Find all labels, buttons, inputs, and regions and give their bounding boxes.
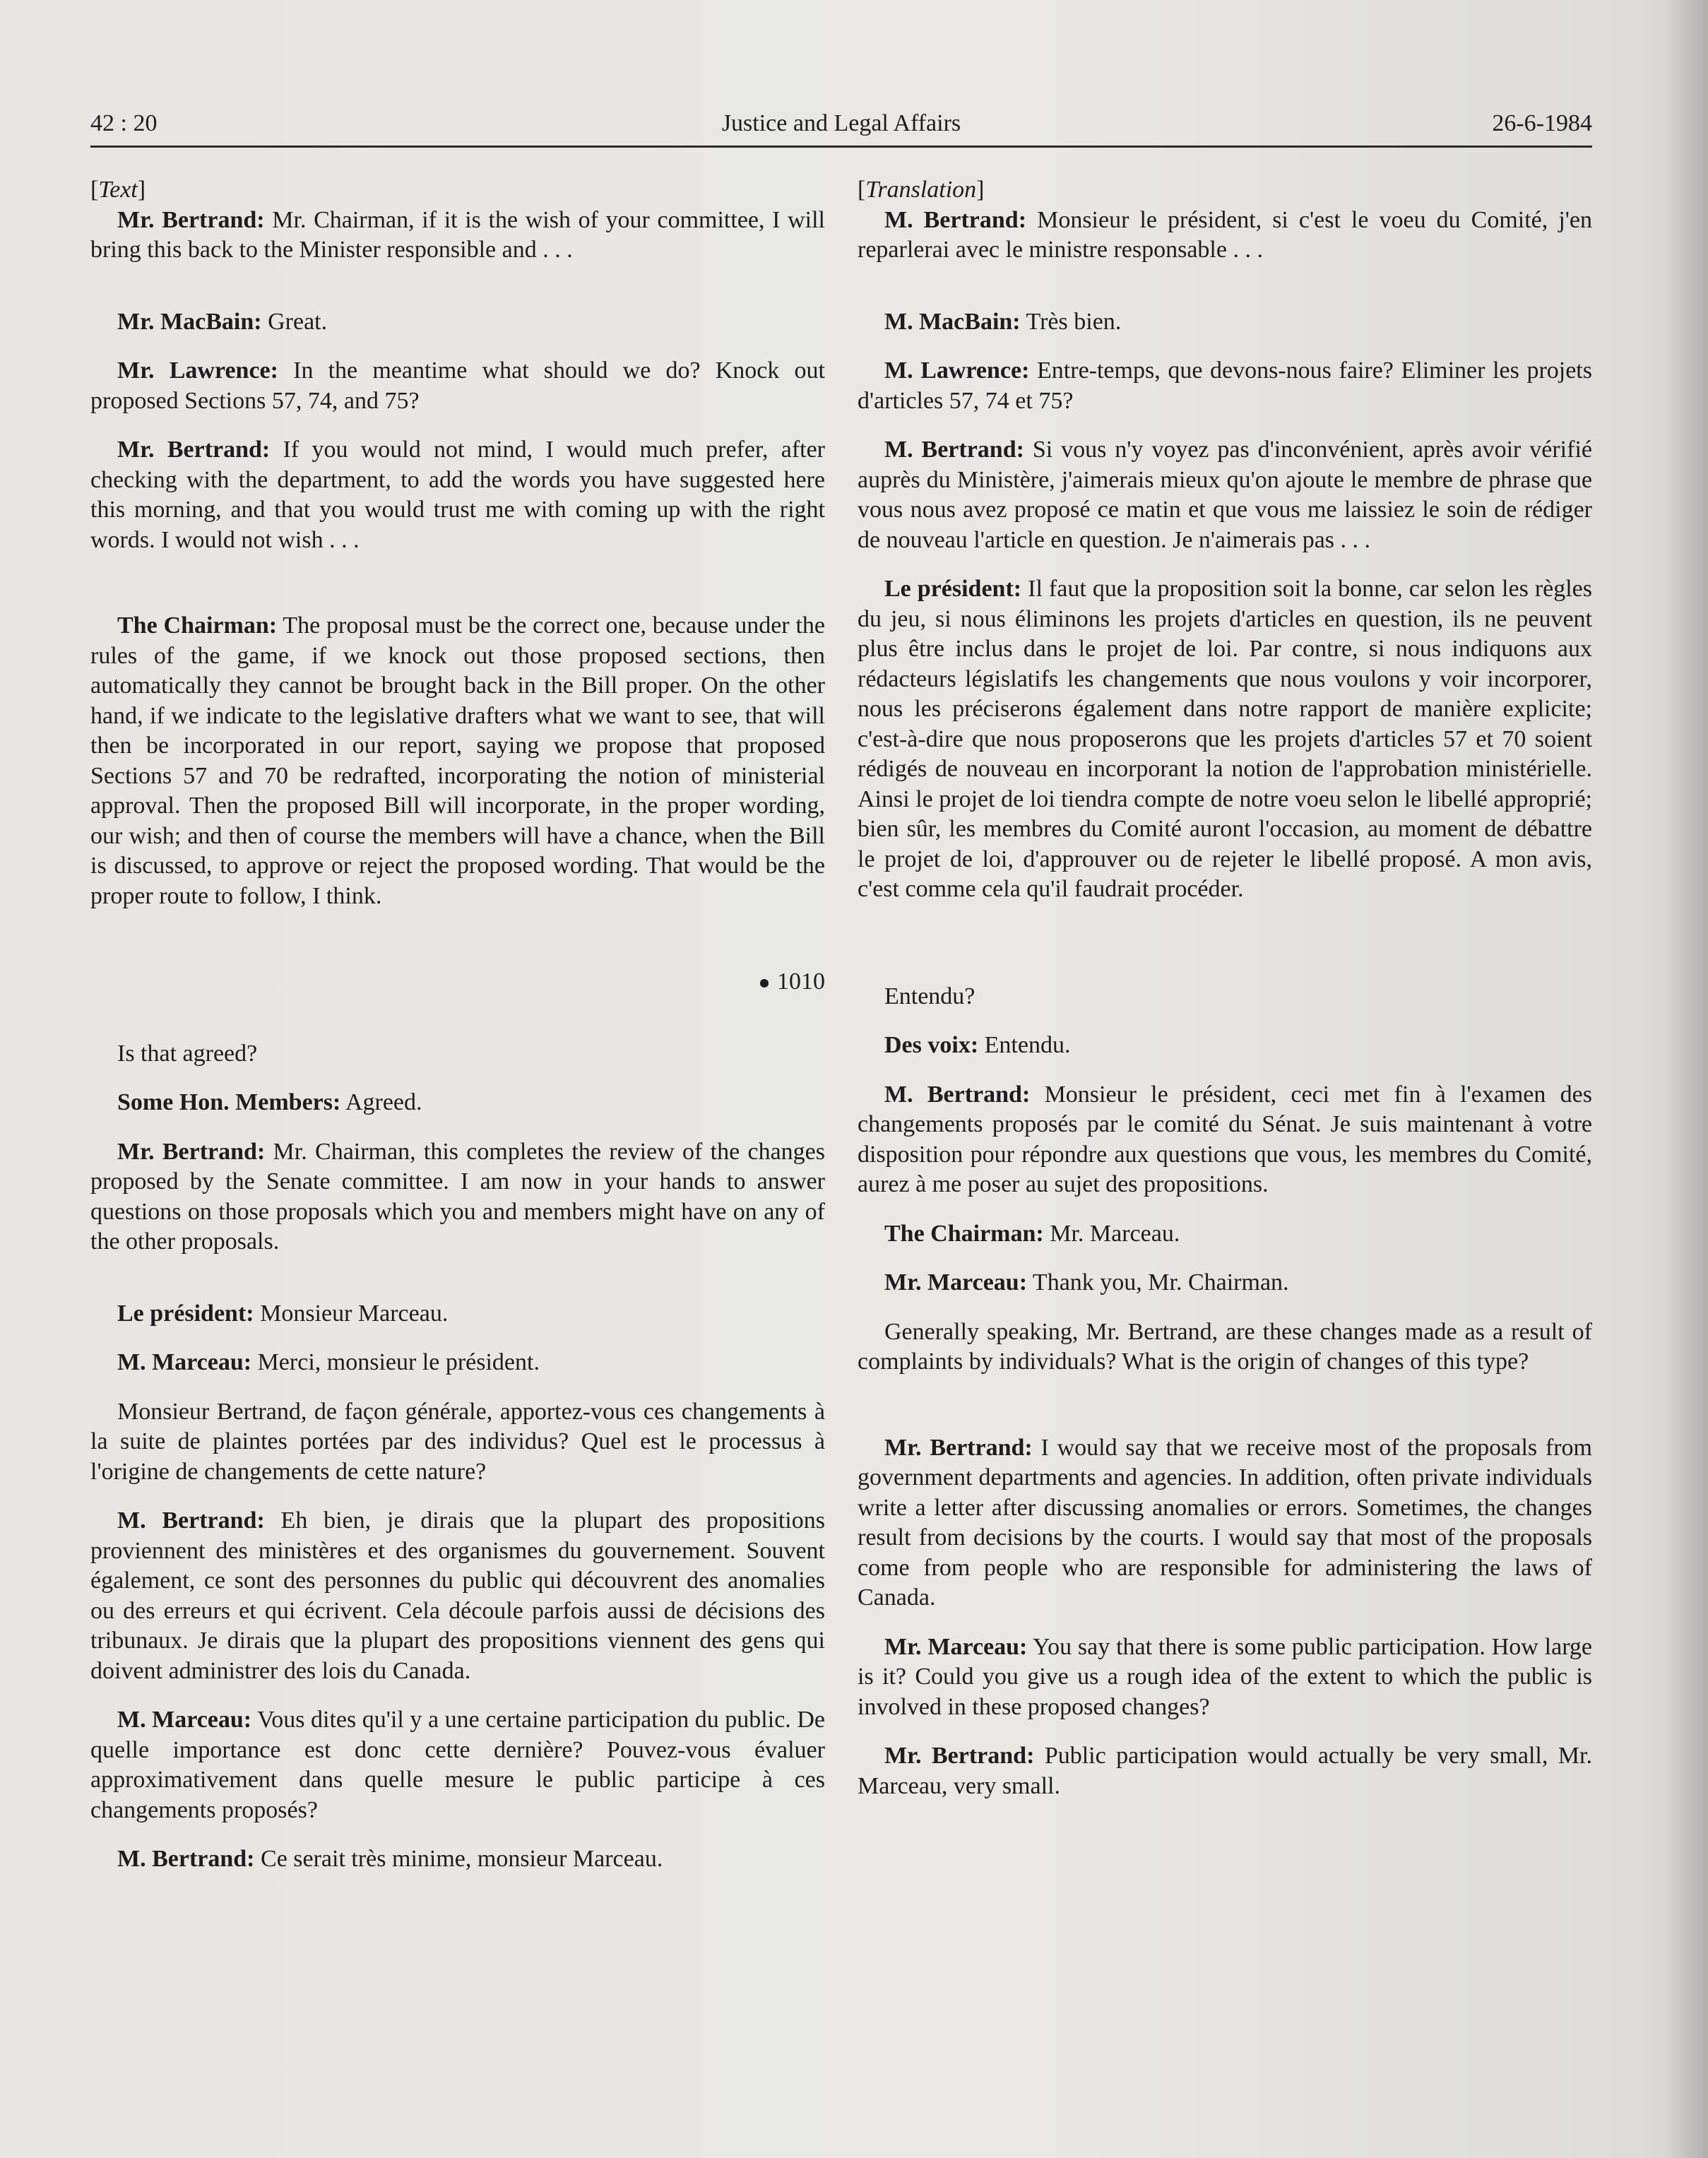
time-marker: 1010 [90,967,825,997]
paragraph: Des voix: Entendu. [884,1032,1071,1058]
paragraph: Generally speaking, Mr. Bertrand, are these changes made as a result of complaints by individuals? What is the origin of changes of this type? [858,1318,1592,1375]
paragraph: Is that agreed? [117,1040,258,1067]
paragraph: M. Lawrence: Entre-temps, que devons-nous faire? Eliminer les projets d'articles 57, 74 et 75? [858,357,1592,414]
header-rule [90,146,1592,148]
page-number: 42 : 20 [90,110,158,136]
paragraph: Mr. Bertrand: If you would not mind, I would much prefer, after checking with the department, to add the words you have suggested here this morning, and that you would trust me with coming up with the right words. I would not wish . . . [90,437,825,553]
journal-title: Justice and Legal Affairs [721,110,961,136]
issue-date: 26-6-1984 [1492,110,1592,136]
paragraph: M. Bertrand: Si vous n'y voyez pas d'inconvénient, après avoir vérifié auprès du Ministère, j'aimerais mieux qu'on ajoute le membre de phrase que vous nous avez proposé ce matin et que vous me laissiez le soin de rédiger de nouveau l'article en question. Je n'aimerais pas . . . [858,437,1592,553]
paragraph: Mr. Marceau: Thank you, Mr. Chairman. [884,1269,1289,1296]
paragraph: Monsieur Bertrand, de façon générale, apportez-vous ces changements à la suite de plaintes portées par des individus? Quel est le processus à l'origine de changements de cette nature? [90,1398,825,1485]
section-label-text: [Text] [90,177,146,203]
left-column [90,175,825,1894]
section-label-translation: [Translation] [858,177,985,203]
paragraph: Mr. Marceau: You say that there is some public participation. How large is it? Could you give us a rough idea of the extent to which the public is involved in these proposed changes? [858,1633,1592,1720]
page-header [90,106,1592,148]
paragraph: Le président: Il faut que la proposition soit la bonne, car selon les règles du jeu, si nous éliminons les projets d'articles en question, ils ne peuvent plus être inclus dans le projet de loi. Par contre, si nous indiquons aux rédacteurs législatifs les changements que nous voulons y voir incorporer, nous les préciserons également dans notre rapport de manière explicite; c'est-à-dire que nous proposerons que les projets d'articles 57 et 70 soient rédigés de nouveau en incorporant la notion de l'approbation ministérielle. Ainsi le projet de loi tiendra compte de notre voeu selon le libellé approprié; bien sûr, les membres du Comité auront l'occasion, au moment de débattre le projet de loi, d'approuver ou de rejeter le libellé proposé. A mon avis, c'est comme cela qu'il faudrait procéder. [858,576,1593,902]
paragraph: Mr. Lawrence: In the meantime what should we do? Knock out proposed Sections 57, 74, and 75? [90,357,825,414]
bullet-icon [760,979,769,988]
paragraph: M. Bertrand: Eh bien, je dirais que la plupart des propositions proviennent des ministères et des organismes du gouvernement. Souvent également, ce sont des personnes du public qui découvrent des anomalies ou des erreurs et qui écrivent. Cela découle parfois aussi de décisions des tribunaux. Je dirais que la plupart des propositions viennent des gens qui doivent administrer des lois du Canada. [90,1507,825,1684]
paragraph: M. Bertrand: Ce serait très minime, monsieur Marceau. [117,1846,663,1872]
paragraph: Mr. Bertrand: Mr. Chairman, this completes the review of the changes proposed by the Senate committee. I am now in your hands to answer questions on those proposals which you and members might have on any of the other proposals. [90,1138,825,1255]
paragraph: M. Marceau: Merci, monsieur le président. [117,1349,540,1375]
paragraph: M. Bertrand: Monsieur le président, si c'est le voeu du Comité, j'en reparlerai avec le ministre responsable . . . [858,206,1592,263]
paragraph: The Chairman: The proposal must be the correct one, because under the rules of the game, if we knock out those proposed sections, then automatically they cannot be brought back in the Bill proper. On the other hand, if we indicate to the legislative drafters what we want to see, that will then be incorporated in our report, saying we propose that proposed Sections 57 and 70 be redrafted, incorporating the notion of ministerial approval. Then the proposed Bill will incorporate, in the proper wording, our wish; and then of course the members will have a chance, when the Bill is discussed, to approve or reject the proposed wording. That would be the proper route to follow, I think. [90,612,826,909]
paragraph: Entendu? [884,983,975,1009]
paragraph: Mr. Bertrand: Public participation would actually be very small, Mr. Marceau, very small. [858,1743,1592,1799]
page-binding-shadow [1666,0,1708,2158]
paragraph: M. Marceau: Vous dites qu'il y a une certaine participation du public. De quelle importance est donc cette dernière? Pouvez-vous évaluer approximativement dans quelle mesure le public participe à ces changements proposés? [90,1707,825,1823]
paragraph: The Chairman: Mr. Marceau. [884,1220,1180,1247]
paragraph: Mr. MacBain: Great. [117,308,328,335]
paragraph: Le président: Monsieur Marceau. [117,1300,449,1327]
paragraph: Mr. Bertrand: Mr. Chairman, if it is the wish of your committee, I will bring this back to the Minister responsible and . . . [90,206,825,263]
paragraph: Mr. Bertrand: I would say that we receive most of the proposals from government departments and agencies. In addition, often private individuals write a letter after discussing anomalies or errors. Sometimes, the changes result from decisions by the courts. I would say that most of the proposals come from people who are responsible for administering the laws of Canada. [858,1434,1592,1611]
paragraph: M. MacBain: Très bien. [884,308,1122,335]
paragraph: M. Bertrand: Monsieur le président, ceci met fin à l'examen des changements proposés par le comité du Sénat. Je suis maintenant à votre disposition pour répondre aux questions que vous, les membres du Comité, aurez à me poser au sujet des propositions. [858,1081,1592,1197]
right-column [858,175,1592,1820]
paragraph: Some Hon. Members: Agreed. [117,1089,422,1115]
